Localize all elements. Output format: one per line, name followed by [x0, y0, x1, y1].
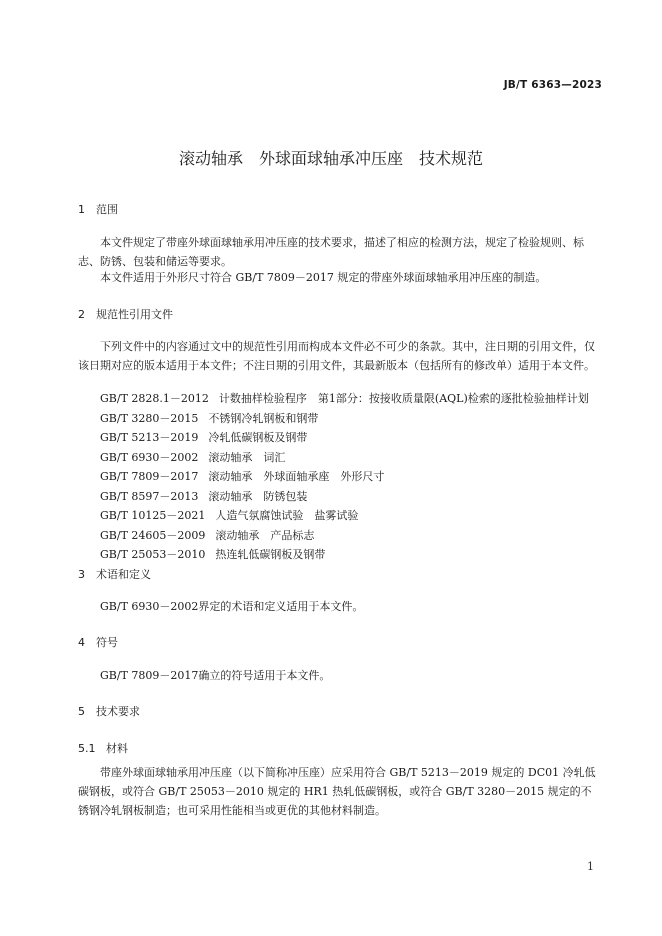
- section-number: 5: [78, 705, 85, 718]
- reference-title: 滚动轴承 产品标志: [215, 528, 315, 542]
- list-item: [100, 506, 610, 526]
- terms-paragraph: GB/T 6930－2002界定的术语和定义适用于本文件。: [100, 600, 364, 613]
- section-title: 材料: [106, 742, 128, 755]
- reference-title: 热连轧低碳钢板及钢带: [215, 548, 326, 561]
- normative-refs-intro: 下列文件中的内容通过文中的规范性引用而构成本文件必不可少的条款。其中，注日期的引用文件，仅该日期对应的版本适用于本文件；不注日期的引用文件，其最新版本（包括所有的修改单）适用于本文件。: [78, 340, 595, 372]
- reference-code: GB/T 7809－2017: [100, 470, 199, 483]
- materials-paragraph: 带座外球面球轴承用冲压座（以下简称冲压座）应采用符合 GB/T 5213－2019 规定的 DC01 冷轧低碳钢板，或符合 GB/T 25053－2010 规定的 HR1 热轧低碳钢板，或符合 GB/T 3280－2015 规定的不锈钢冷轧钢板制造；也可采用性能相当或更优的其他材料制造。: [78, 766, 596, 817]
- document-title: 滚动轴承 外球面球轴承冲压座 技术规范: [178, 149, 483, 168]
- reference-code: GB/T 3280－2015: [100, 411, 199, 425]
- reference-title: 冷轧低碳钢板及钢带: [208, 431, 308, 444]
- reference-code: GB/T 24605－2009: [100, 528, 206, 542]
- section-title: 规范性引用文件: [96, 308, 173, 321]
- section-3-heading: [78, 566, 151, 582]
- list-item: [100, 389, 610, 409]
- scope-paragraph-1: 本文件规定了带座外球面球轴承用冲压座的技术要求，描述了相应的检测方法，规定了检验规则、标志、防锈、包装和储运等要求。: [78, 236, 584, 268]
- section-title: 范围: [96, 203, 118, 216]
- symbols-paragraph: GB/T 7809－2017确立的符号适用于本文件。: [100, 669, 331, 682]
- reference-title: 不锈钢冷轧钢板和钢带: [208, 411, 319, 425]
- section-4-heading: [78, 634, 118, 650]
- section-5-1-heading: [78, 740, 128, 756]
- list-item: [100, 526, 610, 546]
- reference-title: 计数抽样检验程序 第1部分：按接收质量限(AQL)检索的逐批检验抽样计划: [218, 392, 589, 405]
- section-title: 符号: [96, 636, 118, 649]
- section-number: 4: [78, 636, 85, 649]
- section-number: 3: [78, 568, 85, 581]
- reference-code: GB/T 8597－2013: [100, 489, 199, 503]
- reference-code: GB/T 5213－2019: [100, 431, 199, 444]
- reference-list: [100, 389, 610, 565]
- section-1-heading: [78, 201, 118, 217]
- section-number: 5.1: [78, 742, 96, 755]
- reference-code: GB/T 2828.1－2012: [100, 392, 209, 405]
- list-item: [100, 545, 610, 565]
- reference-title: 人造气氛腐蚀试验 盐雾试验: [215, 509, 359, 522]
- standard-code: JB/T 6363—2023: [503, 79, 602, 91]
- section-title: 技术要求: [96, 705, 140, 718]
- reference-title: 滚动轴承 防锈包装: [208, 489, 308, 503]
- reference-code: GB/T 6930－2002: [100, 450, 199, 464]
- list-item: [100, 487, 610, 507]
- section-number: 1: [78, 203, 85, 216]
- list-item: [100, 448, 610, 468]
- list-item: [100, 409, 610, 429]
- page-number: 1: [587, 860, 594, 873]
- list-item: [100, 467, 610, 487]
- list-item: [100, 428, 610, 448]
- reference-code: GB/T 25053－2010: [100, 548, 206, 561]
- section-number: 2: [78, 308, 85, 321]
- section-2-heading: [78, 306, 173, 322]
- scope-paragraph-2: 本文件适用于外形尺寸符合 GB/T 7809－2017 规定的带座外球面球轴承用冲压座的制造。: [100, 271, 547, 284]
- reference-title: 滚动轴承 外球面轴承座 外形尺寸: [208, 470, 385, 483]
- section-5-heading: [78, 703, 140, 719]
- section-title: 术语和定义: [96, 568, 151, 581]
- reference-title: 滚动轴承 词汇: [208, 450, 286, 464]
- reference-code: GB/T 10125－2021: [100, 509, 206, 522]
